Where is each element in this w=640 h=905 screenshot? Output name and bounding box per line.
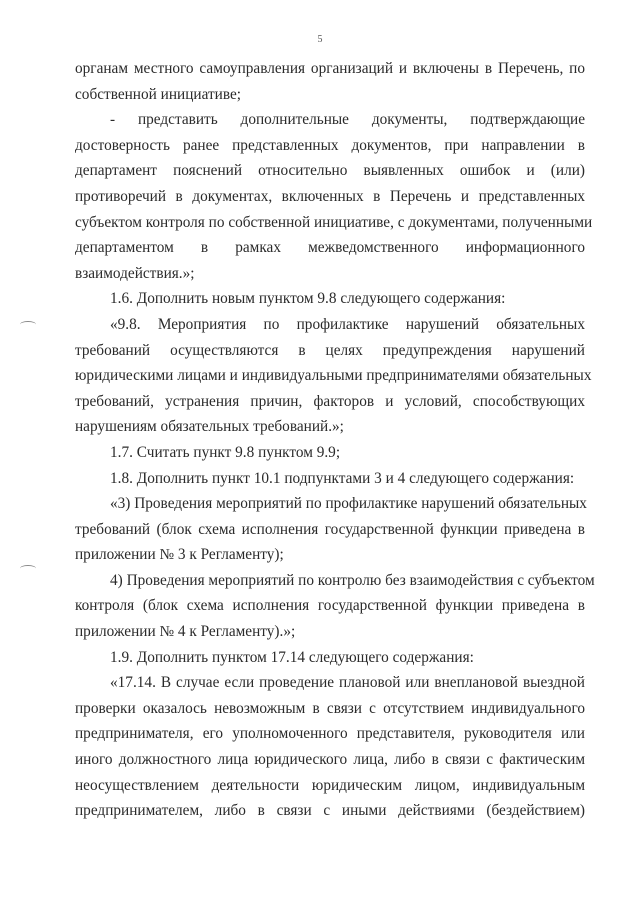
text-line: «9.8. Мероприятия по профилактике нарушений обязательных bbox=[110, 315, 585, 333]
text-line: 4) Проведения мероприятий по контролю без взаимодействия с субъектом bbox=[110, 571, 595, 589]
text-line: требований осуществляются в целях предупреждения нарушений bbox=[75, 341, 585, 359]
text-line: проверки оказалось невозможным в связи с отсутствием индивидуального bbox=[75, 699, 585, 717]
text-line: собственной инициативе; bbox=[75, 85, 242, 103]
paragraph bbox=[75, 56, 585, 107]
text-line: неосуществлением деятельности юридическим лицом, индивидуальным bbox=[75, 776, 585, 794]
text-line: приложении № 4 к Регламенту).»; bbox=[75, 623, 296, 641]
text-line: департаментом в рамках межведомственного информационного bbox=[75, 239, 585, 257]
text-line: - представить дополнительные документы, подтверждающие bbox=[110, 111, 585, 129]
paragraph bbox=[75, 645, 585, 671]
text-line: 1.7. Считать пункт 9.8 пунктом 9.9; bbox=[110, 443, 341, 461]
page-number: 5 bbox=[317, 34, 323, 45]
text-line: «3) Проведения мероприятий по профилактике нарушений обязательных bbox=[110, 495, 587, 513]
text-line: органам местного самоуправления организаций и включены в Перечень, по bbox=[75, 60, 585, 77]
text-line: противоречий в документах, включенных в Перечень и представленных bbox=[75, 187, 585, 205]
paragraph bbox=[75, 312, 592, 440]
paragraph bbox=[75, 670, 585, 824]
scan-mark bbox=[20, 321, 36, 328]
text-line: 1.6. Дополнить новым пунктом 9.8 следующего содержания: bbox=[110, 290, 506, 308]
text-line: приложении № 3 к Регламенту); bbox=[75, 546, 284, 564]
paragraph bbox=[75, 440, 585, 466]
paragraph bbox=[75, 568, 595, 645]
text-line: взаимодействия.»; bbox=[75, 264, 195, 282]
text-line: 1.9. Дополнить пунктом 17.14 следующего содержания: bbox=[110, 648, 474, 666]
scan-mark bbox=[20, 565, 36, 572]
paragraph bbox=[75, 466, 585, 492]
paragraph bbox=[75, 286, 585, 312]
text-line: иного должностного лица юридического лица, либо в связи с фактическим bbox=[75, 751, 585, 769]
text-line: нарушениям обязательных требований.»; bbox=[75, 418, 344, 436]
text-line: требований, устранения причин, факторов и условий, способствующих bbox=[75, 392, 585, 410]
text-line: субъектом контроля по собственной инициативе, с документами, полученными bbox=[75, 213, 593, 231]
text-line: требований (блок схема исполнения государственной функции приведена в bbox=[75, 520, 585, 538]
text-line: «17.14. В случае если проведение плановой или внеплановой выездной bbox=[110, 674, 585, 692]
text-line: предпринимателем, либо в связи с иными действиями (бездействием) bbox=[75, 802, 585, 820]
text-line: департамент пояснений относительно выявленных ошибок и (или) bbox=[75, 162, 585, 180]
paragraph bbox=[75, 107, 593, 286]
text-line: предпринимателя, его уполномоченного представителя, руководителя или bbox=[75, 725, 585, 743]
document-body bbox=[75, 56, 595, 824]
paragraph bbox=[75, 491, 585, 568]
text-line: 1.8. Дополнить пункт 10.1 подпунктами 3 и 4 следующего содержания: bbox=[110, 469, 575, 487]
text-line: контроля (блок схема исполнения государственной функции приведена в bbox=[75, 597, 585, 615]
text-line: юридическими лицами и индивидуальными предпринимателями обязательных bbox=[75, 367, 592, 385]
text-line: достоверность ранее представленных документов, при направлении в bbox=[75, 136, 585, 154]
